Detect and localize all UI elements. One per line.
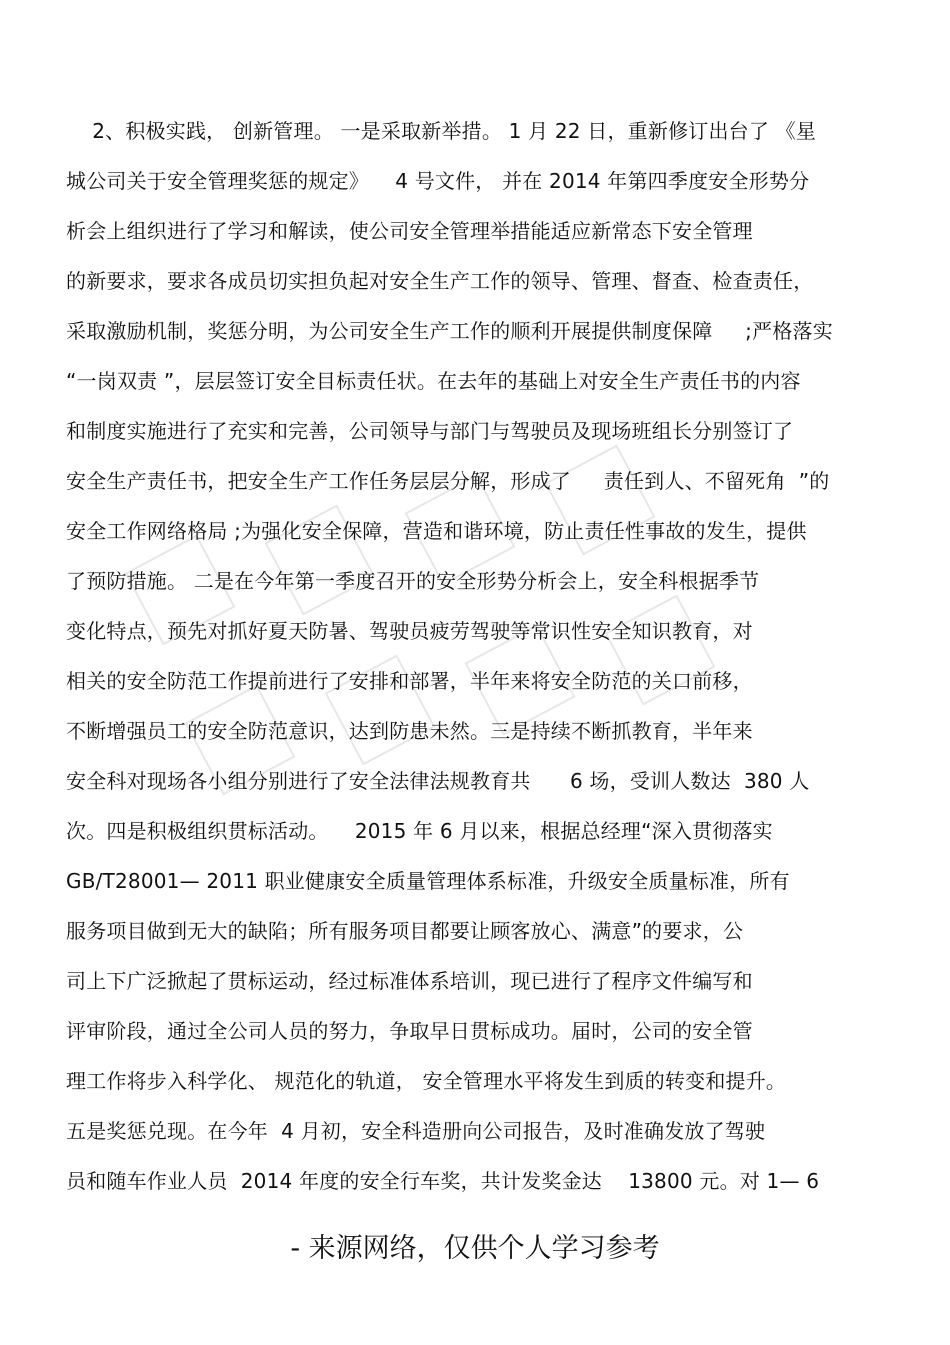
body-line-19: 评审阶段，通过全公司人员的努力，争取早日贯标成功。届时，公司的安全管 <box>66 1019 753 1043</box>
body-line-20: 理工作将步入科学化、 规范化的轨道， 安全管理水平将发生到质的转变和提升。 <box>66 1069 787 1093</box>
body-line-10: 了预防措施。 二是在今年第一季度召开的安全形势分析会上，安全科根据季节 <box>66 569 760 593</box>
body-line-1: 2、积极实践， 创新管理。 一是采取新举措。 1 月 22 日，重新修订出台了 《星 <box>66 119 817 143</box>
body-line-6: “一岗双责 ”，层层签订安全目标责任状。在去年的基础上对安全生产责任书的内容 <box>66 369 801 393</box>
body-line-13: 不断增强员工的安全防范意识，达到防患未然。三是持续不断抓教育，半年来 <box>66 719 753 743</box>
body-line-11: 变化特点，预先对抓好夏天防暑、驾驶员疲劳驾驶等常识性安全知识教育，对 <box>66 619 753 643</box>
body-line-8: 安全生产责任书，把安全生产工作任务层层分解，形成了 责任到人、不留死角 ”的 <box>66 469 830 493</box>
body-line-2: 城公司关于安全管理奖惩的规定》 4 号文件， 并在 2014 年第四季度安全形势分 <box>66 169 810 193</box>
body-line-9: 安全工作网络格局 ;为强化安全保障，营造和谐环境，防止责任性事故的发生，提供 <box>66 519 807 543</box>
footer-note: - 来源网络，仅供个人学习参考 <box>290 1233 660 1264</box>
body-line-12: 相关的安全防范工作提前进行了安排和部署，半年来将安全防范的关口前移， <box>66 669 753 693</box>
body-line-22: 员和随车作业人员 2014 年度的安全行车奖，共计发奖金达 13800 元。对 1— 6 <box>66 1169 820 1193</box>
body-line-4: 的新要求，要求各成员切实担负起对安全生产工作的领导、管理、督查、检查责任， <box>66 269 814 293</box>
body-line-5: 采取激励机制，奖惩分明，为公司安全生产工作的顺利开展提供制度保障 ;严格落实 <box>66 319 833 343</box>
body-line-3: 析会上组织进行了学习和解读，使公司安全管理举措能适应新常态下安全管理 <box>66 219 753 243</box>
body-line-14: 安全科对现场各小组分别进行了安全法律法规教育共 6 场，受训人数达 380 人 <box>66 769 810 793</box>
body-line-7: 和制度实施进行了充实和完善，公司领导与部门与驾驶员及现场班组长分别签订了 <box>66 419 794 443</box>
body-line-15: 次。四是积极组织贯标活动。 2015 年 6 月以来，根据总经理“深入贯彻落实 <box>66 819 773 843</box>
body-line-18: 司上下广泛掀起了贯标运动，经过标准体系培训，现已进行了程序文件编写和 <box>66 969 753 993</box>
body-line-17: 服务项目做到无大的缺陷；所有服务项目都要让顾客放心、满意”的要求，公 <box>66 919 744 943</box>
body-line-16: GB/T28001— 2011 职业健康安全质量管理体系标准，升级安全质量标准，所有 <box>66 869 790 893</box>
body-line-21: 五是奖惩兑现。在今年 4 月初，安全科造册向公司报告，及时准确发放了驾驶 <box>66 1119 766 1143</box>
